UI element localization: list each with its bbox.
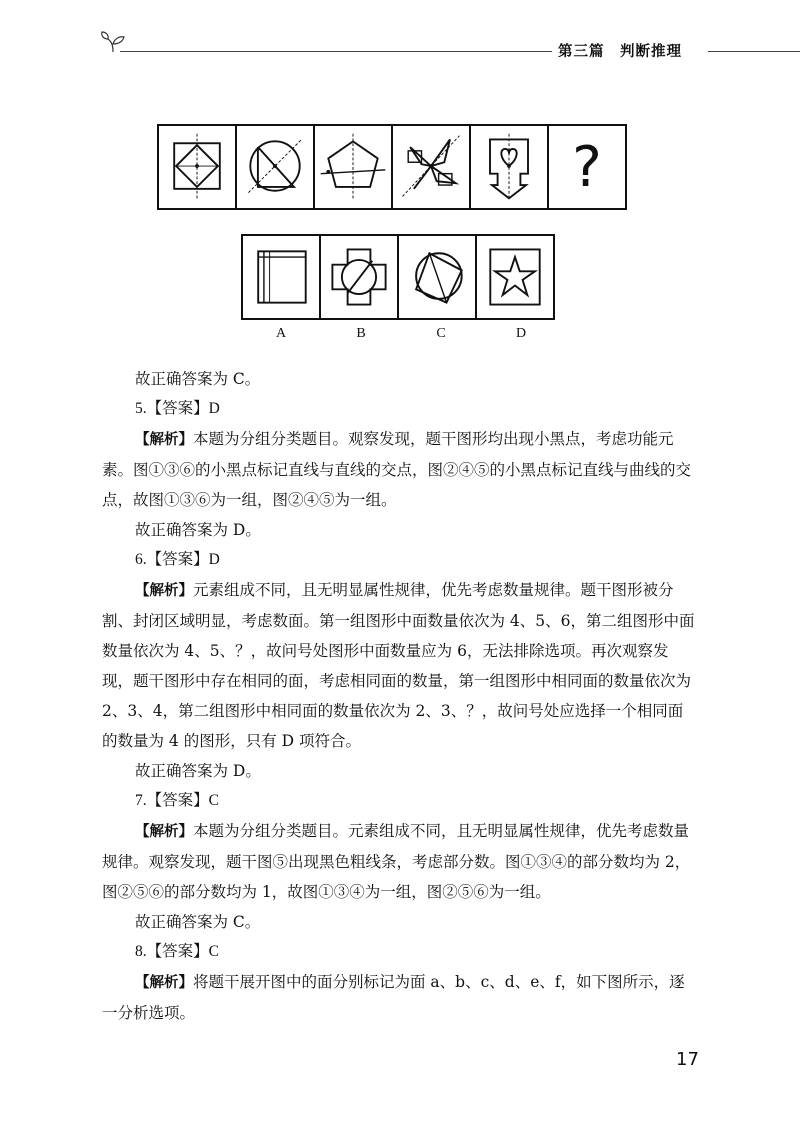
q5-answer: 5.【答案】D [135,400,220,417]
q6-answer: 6.【答案】D [135,551,220,568]
q8-analysis [102,967,697,1028]
q5-analysis-text: 本题为分组分类题目。观察发现，题干图形均出现小黑点，考虑功能元素。图①③⑥的小黑点标记直线与直线的交点，图②④⑤的小黑点标记直线与曲线的交点，故图①③⑥为一组，图②④⑤为一组。 [102,430,692,509]
option-labels [241,326,561,342]
option-label-a: A [275,326,287,341]
q4-conclusion: 故正确答案为 C。 [135,370,261,388]
figure-3 [313,124,393,210]
q6-analysis-text: 元素组成不同，且无明显属性规律，优先考虑数量规律。题干图形被分割、封闭区域明显，考虑数面。第一组图形中面数量依次为 4、5、6，第二组图形中面数量依次为 4、5、？，故问号处图形中面数量应为 6，无法排除选项。再次观察发现，题干图形中存在相同的面，考虑相同面的数量，第一组图形中相同面的数量依次为 2、3、4，第二组图形中相同面的数量依次为 2、3、？，故问号处应选择一个相同面的数量为 4 的图形，只有 D 项符合。 [102,581,695,750]
q7-analysis-text: 本题为分组分类题目。元素组成不同，且无明显属性规律，优先考虑数量规律。观察发现，题干图⑤出现黑色粗线条，考虑部分数。图①③④的部分数均为 2，图②⑤⑥的部分数均为 1，故图①③④为一组，图②⑤⑥为一组。 [102,822,691,901]
option-c-figure[interactable] [397,234,477,320]
option-b-figure[interactable] [319,234,399,320]
q5-analysis-tag: 【解析】 [135,432,193,448]
figure-4 [391,124,471,210]
q6-analysis [102,575,697,756]
option-label-d: D [515,326,527,341]
q7-conclusion: 故正确答案为 C。 [135,913,261,931]
option-a-figure[interactable] [241,234,321,320]
q6-analysis-tag: 【解析】 [135,583,193,599]
page-number: 17 [676,1049,699,1070]
option-label-b: B [356,326,366,341]
page-header [0,18,800,68]
q7-analysis-tag: 【解析】 [135,824,193,840]
answer-explanations [102,364,697,1028]
option-figure-row [241,234,553,320]
option-d-figure[interactable] [475,234,555,320]
q8-answer: 8.【答案】C [135,943,219,960]
figure-1 [157,124,237,210]
header-rule-left [120,51,552,52]
q8-analysis-tag: 【解析】 [135,975,193,991]
question-mark: ? [572,134,602,200]
section-title: 第三篇 判断推理 [558,44,682,60]
q6-conclusion: 故正确答案为 D。 [135,762,261,780]
figure-2 [235,124,315,210]
q5-analysis [102,424,697,515]
question-figure-row [157,124,625,210]
question-mark-cell [547,124,627,210]
q7-answer: 7.【答案】C [135,792,219,809]
q7-analysis [102,816,697,907]
q8-analysis-text: 将题干展开图中的面分别标记为面 a、b、c、d、e、f，如下图所示，逐一分析选项。 [102,973,685,1022]
figure-5 [469,124,549,210]
header-rule-right [708,51,800,52]
option-label-c: C [436,326,446,341]
q5-conclusion: 故正确答案为 D。 [135,521,261,539]
